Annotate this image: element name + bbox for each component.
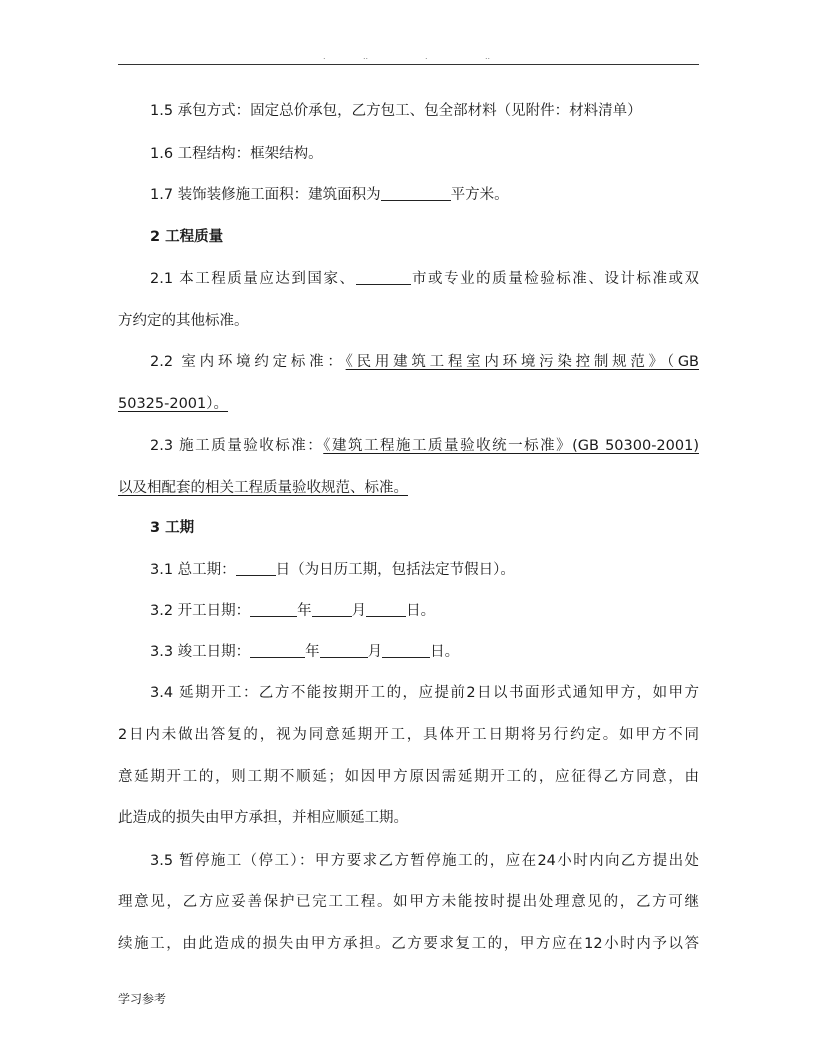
clause-3-2 <box>150 601 699 621</box>
standard-gb50325: 《民用建筑工程室内环境污染控制规范》（GB <box>345 354 700 370</box>
header-dots: . .. . .. <box>323 52 491 61</box>
clause-2-1-cont: 方约定的其他标准。 <box>118 313 249 329</box>
clause-3-3 <box>150 642 699 662</box>
end-day-blank[interactable] <box>382 642 430 658</box>
start-month-label: 月 <box>351 603 367 619</box>
header-rule <box>118 64 699 65</box>
clause-2-2 <box>150 352 699 372</box>
clause-2-3-cont <box>118 478 699 498</box>
clause-3-3-a: 3.3 竣工日期： <box>150 644 251 660</box>
footer-label: 学习参考 <box>118 992 167 1006</box>
clause-3-4-line1: 3.4 延期开工：乙方不能按期开工的，应提前2日以书面形式通知甲方，如甲方 <box>150 685 699 701</box>
clause-3-5-line2: 理意见，乙方应妥善保护已完工工程。如甲方未能按时提出处理意见的，乙方可继 <box>118 894 699 910</box>
clause-3-1 <box>150 560 699 580</box>
city-blank[interactable] <box>356 269 411 285</box>
area-blank[interactable] <box>381 185 451 201</box>
end-day-label: 日。 <box>430 644 460 660</box>
clause-2-3-a: 2.3 施工质量验收标准： <box>150 438 324 454</box>
standard-gb50325-cont: 50325-2001）。 <box>118 396 229 412</box>
clause-3-4-line4: 此造成的损失由甲方承担，并相应顺延工期。 <box>118 810 408 826</box>
clause-2-2-a: 2.2 室内环境约定标准： <box>150 354 346 370</box>
clause-3-5-line3: 续施工，由此造成的损失由甲方承担。乙方要求复工的，甲方应在12小时内予以答 <box>118 936 699 952</box>
total-days-blank[interactable] <box>236 560 276 576</box>
start-month-blank[interactable] <box>312 601 352 617</box>
clause-2-1-b: 市或专业的质量检验标准、设计标准或双 <box>410 271 699 287</box>
clause-3-2-a: 3.2 开工日期： <box>150 603 251 619</box>
clause-2-2-cont <box>118 394 699 414</box>
start-day-blank[interactable] <box>366 601 406 617</box>
clause-2-3 <box>150 436 699 456</box>
clause-2-1-a: 2.1 本工程质量应达到国家、 <box>150 271 356 287</box>
section-2-heading: 2 工程质量 <box>150 229 224 245</box>
clause-3-5-line1: 3.5 暂停施工（停工）：甲方要求乙方暂停施工的，应在24小时内向乙方提出处 <box>150 853 699 869</box>
clause-1-6: 1.6 工程结构：框架结构。 <box>150 146 323 162</box>
end-month-blank[interactable] <box>320 642 368 658</box>
clause-3-4-line3: 意延期开工的，则工期不顺延；如因甲方原因需延期开工的，应征得乙方同意，由 <box>118 769 699 785</box>
clause-3-1-a: 3.1 总工期： <box>150 562 236 578</box>
clause-1-7-text: 1.7 装饰装修施工面积：建筑面积为 <box>150 187 381 203</box>
start-year-blank[interactable] <box>250 601 297 617</box>
end-month-label: 月 <box>367 644 383 660</box>
standard-gb50300-cont: 以及相配套的相关工程质量验收规范、标准。 <box>118 480 408 496</box>
clause-1-7-unit: 平方米。 <box>450 187 509 203</box>
clause-1-5: 1.5 承包方式：固定总价承包，乙方包工、包全部材料（见附件：材料清单） <box>150 103 642 119</box>
clause-2-1 <box>150 269 699 289</box>
section-3-heading: 3 工期 <box>150 520 195 536</box>
start-day-label: 日。 <box>406 603 436 619</box>
end-year-blank[interactable] <box>250 642 305 658</box>
clause-1-7 <box>150 185 699 205</box>
standard-gb50300: 《建筑工程施工质量验收统一标准》(GB 50300-2001) <box>323 438 699 454</box>
clause-3-1-b: 日（为日历工期，包括法定节假日）。 <box>275 562 515 578</box>
end-year-label: 年 <box>305 644 320 660</box>
clause-3-4-line2: 2日内未做出答复的，视为同意延期开工，具体开工日期将另行约定。如甲方不同 <box>118 727 699 743</box>
start-year-label: 年 <box>297 603 312 619</box>
